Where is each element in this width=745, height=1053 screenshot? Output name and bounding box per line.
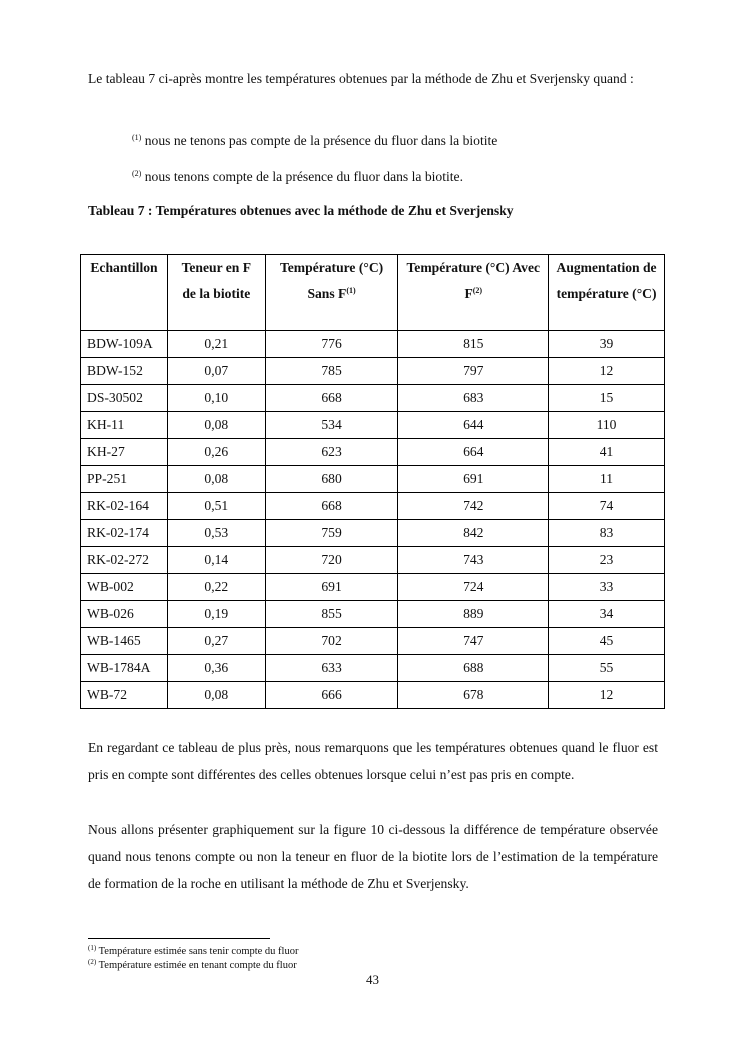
table-cell: 747: [398, 628, 549, 655]
table-row: [81, 412, 665, 439]
table-row: [81, 574, 665, 601]
table-cell: 666: [265, 682, 398, 709]
table-cell: 55: [549, 655, 665, 682]
table-row: [81, 655, 665, 682]
table-cell: 0,27: [167, 628, 265, 655]
table-cell: 0,14: [167, 547, 265, 574]
table-cell: 724: [398, 574, 549, 601]
list-item: [132, 167, 463, 187]
paragraph-1: En regardant ce tableau de plus près, nous remarquons que les températures obtenues quand le fluor est pris en compte sont différentes des celles obtenues lorsque celui n’est pas pris en compte.: [88, 740, 658, 782]
table-cell: 688: [398, 655, 549, 682]
table-cell: 720: [265, 547, 398, 574]
table-cell: 743: [398, 547, 549, 574]
table-row: [81, 628, 665, 655]
table-cell: 33: [549, 574, 665, 601]
table-cell: 0,08: [167, 466, 265, 493]
table-cell: WB-1784A: [81, 655, 168, 682]
table-cell: WB-002: [81, 574, 168, 601]
table-cell: 41: [549, 439, 665, 466]
header-sample: Echantillon: [81, 255, 168, 331]
footnote: $^{(1)}$ Température estimée sans tenir compte du fluor: [88, 944, 299, 957]
table-cell: 74: [549, 493, 665, 520]
list-item-text: nous tenons compte de la présence du fluor dans la biotite.: [144, 169, 463, 184]
table-cell: 39: [549, 331, 665, 358]
table-cell: 815: [398, 331, 549, 358]
table-cell: 842: [398, 520, 549, 547]
table-cell: 623: [265, 439, 398, 466]
table-caption: Tableau 7 : Températures obtenues avec la méthode de Zhu et Sverjensky: [88, 203, 514, 218]
table-header-row: [81, 255, 665, 331]
table-cell: 0,21: [167, 331, 265, 358]
table-row: [81, 466, 665, 493]
table-cell: 678: [398, 682, 549, 709]
table-cell: 0,26: [167, 439, 265, 466]
table-cell: 797: [398, 358, 549, 385]
table-cell: 45: [549, 628, 665, 655]
table-cell: 0,53: [167, 520, 265, 547]
table-cell: 691: [398, 466, 549, 493]
table-cell: 0,19: [167, 601, 265, 628]
table-cell: 23: [549, 547, 665, 574]
table-cell: 776: [265, 331, 398, 358]
table-cell: 0,08: [167, 682, 265, 709]
footnote-mark: (2): [132, 169, 142, 178]
table-cell: 534: [265, 412, 398, 439]
table-cell: 11: [549, 466, 665, 493]
table-cell: 12: [549, 682, 665, 709]
table-cell: DS-30502: [81, 385, 168, 412]
paragraph-2: Nous allons présenter graphiquement sur la figure 10 ci-dessous la différence de température observée quand nous tenons compte ou non la teneur en fluor de la biotite lors de l’estimation de la température de formation de la roche en utilisant la méthode de Zhu et Sverjensky.: [88, 822, 658, 891]
table-cell: 691: [265, 574, 398, 601]
page-number: 43: [366, 972, 379, 987]
footnote-mark: (1): [132, 133, 142, 142]
header-temp-with-f: Température (°C) Avec $F^{(2)}$: [398, 255, 549, 331]
header-f-content: Teneur en F de la biotite: [167, 255, 265, 331]
table-cell: 644: [398, 412, 549, 439]
table-row: [81, 493, 665, 520]
header-temp-increase: Augmentation de température (°C): [549, 255, 665, 331]
table-cell: 12: [549, 358, 665, 385]
table-row: [81, 601, 665, 628]
table-cell: KH-27: [81, 439, 168, 466]
table-cell: 0,51: [167, 493, 265, 520]
table-cell: 0,07: [167, 358, 265, 385]
table-row: [81, 682, 665, 709]
table-cell: 759: [265, 520, 398, 547]
table-cell: 702: [265, 628, 398, 655]
list-item: [132, 131, 497, 151]
table-cell: WB-026: [81, 601, 168, 628]
table-cell: 0,08: [167, 412, 265, 439]
table-cell: 15: [549, 385, 665, 412]
table-cell: KH-11: [81, 412, 168, 439]
table-cell: 664: [398, 439, 549, 466]
temperature-table: [80, 254, 665, 709]
table-cell: 889: [398, 601, 549, 628]
table-row: [81, 547, 665, 574]
table-cell: 855: [265, 601, 398, 628]
table-cell: WB-72: [81, 682, 168, 709]
table-cell: 668: [265, 385, 398, 412]
table-cell: PP-251: [81, 466, 168, 493]
table-row: [81, 331, 665, 358]
list-item-text: nous ne tenons pas compte de la présence du fluor dans la biotite: [144, 133, 498, 148]
footnote-divider: [88, 938, 270, 939]
table-cell: WB-1465: [81, 628, 168, 655]
table-cell: RK-02-174: [81, 520, 168, 547]
table-cell: RK-02-164: [81, 493, 168, 520]
table-row: [81, 439, 665, 466]
table-row: [81, 385, 665, 412]
table-cell: 742: [398, 493, 549, 520]
table-cell: 34: [549, 601, 665, 628]
table-cell: BDW-152: [81, 358, 168, 385]
table-row: [81, 358, 665, 385]
table-cell: 633: [265, 655, 398, 682]
footnote: $^{(2)}$ Température estimée en tenant compte du fluor: [88, 958, 297, 971]
table-cell: 680: [265, 466, 398, 493]
table-row: [81, 520, 665, 547]
intro-text: Le tableau 7 ci-après montre les températures obtenues par la méthode de Zhu et Sverjensky quand :: [88, 71, 634, 86]
table-cell: 0,10: [167, 385, 265, 412]
table-cell: 83: [549, 520, 665, 547]
table-cell: RK-02-272: [81, 547, 168, 574]
table-cell: 668: [265, 493, 398, 520]
table-cell: BDW-109A: [81, 331, 168, 358]
table-cell: 0,36: [167, 655, 265, 682]
table-cell: 683: [398, 385, 549, 412]
header-temp-without-f: Température (°C) Sans $F^{(1)}$: [265, 255, 398, 331]
table-cell: 0,22: [167, 574, 265, 601]
table-cell: 110: [549, 412, 665, 439]
table-cell: 785: [265, 358, 398, 385]
